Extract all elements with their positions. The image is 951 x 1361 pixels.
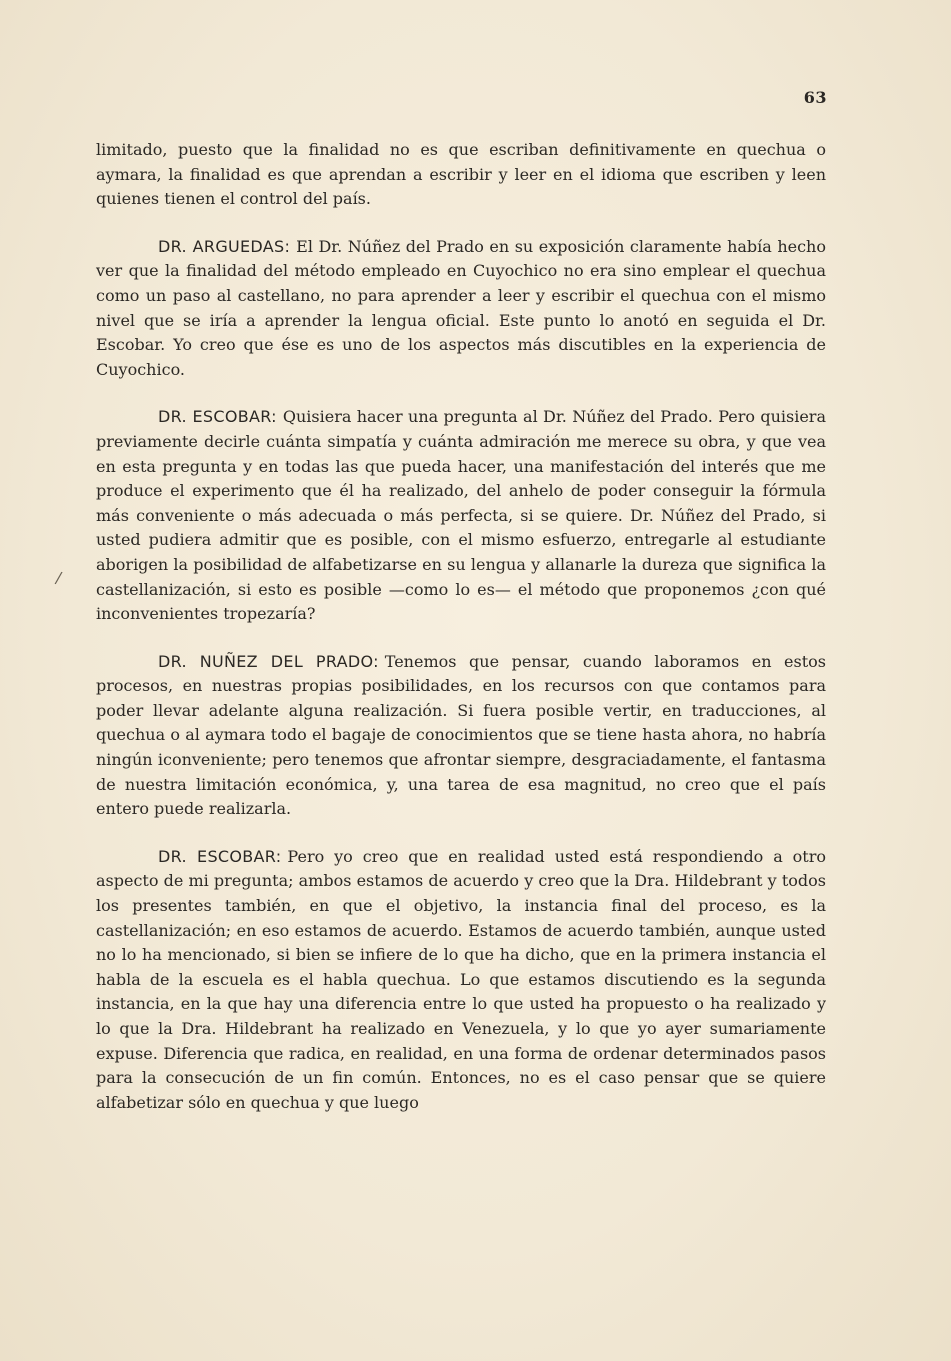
paragraph-3 [96, 405, 826, 626]
paragraph-5-text: Pero yo creo que en realidad usted está respondiendo a otro aspecto de mi pregunta; ambos estamos de acuerdo y creo que la Dra. Hildebrant y todos los presentes también, en que el objetivo, la instancia final del proceso, es la castellanización; en eso estamos de acuerdo. Estamos de acuerdo también, aunque usted no lo ha mencionado, si bien se infiere de lo que ha dicho, que en la primera instancia el habla de la escuela es el habla quechua. Lo que estamos discutiendo es la segunda instancia, en la que hay una diferencia entre lo que usted ha propuesto o ha realizado y lo que la Dra. Hildebrant ha realizado en Venezuela, y lo que yo ayer sumariamente expuse. Diferencia que radica, en realidad, en una forma de ordenar determinados pasos para la consecución de un fin común. Entonces, no es el caso pensar que se quiere alfabetizar sólo en quechua y que luego [96, 846, 826, 1112]
page-number: 63 [803, 88, 827, 107]
paragraph-2 [96, 235, 826, 383]
speaker-escobar-2: DR. ESCOBAR: [158, 846, 282, 866]
paragraph-5 [96, 845, 826, 1116]
margin-pencil-mark: / [54, 567, 64, 588]
speaker-escobar: DR. ESCOBAR: [158, 407, 277, 427]
paragraph-4 [96, 650, 826, 822]
paragraph-4-text: Tenemos que pensar, cuando laboramos en estos procesos, en nuestras propias posibilidades, en los recursos con que contamos para poder llevar adelante alguna realización. Si fuera posible vertir, en traducciones, al quechua o al aymara todo el bagaje de conocimientos que se tiene hasta ahora, no habría ningún iconveniente; pero tenemos que afrontar siempre, desgraciadamente, el fantasma de nuestra limitación económica, y, una tarea de esa magnitud, no creo que el país entero puede realizarla. [96, 651, 827, 819]
paragraph-1 [96, 138, 826, 212]
body-text [96, 138, 826, 1138]
paragraph-2-text: El Dr. Núñez del Prado en su exposición claramente había hecho ver que la finalidad del método empleado en Cuyochico no era sino emplear el quechua como un paso al castellano, no para aprender a leer y escribir el quechua con el mismo nivel que se iría a aprender la lengua oficial. Este punto lo anotó en seguida el Dr. Escobar. Yo creo que ése es uno de los aspectos más discutibles en la experiencia de Cuyochico. [96, 236, 826, 379]
paragraph-3-text: Quisiera hacer una pregunta al Dr. Núñez del Prado. Pero quisiera previamente decirle cuánta simpatía y cuánta admiración me merece su obra, y que vea en esta pregunta y en todas las que pueda hacer, una manifestación del interés que me produce el experimento que él ha realizado, del anhelo de poder conseguir la fórmula más conveniente o más adecuada o más perfecta, si se quiere. Dr. Núñez del Prado, si usted pudiera admitir que es posible, con el mismo esfuerzo, entregarle al estudiante aborigen la posibilidad de alfabetizarse en su lengua y allanarle la dureza que significa la castellanización, si esto es posible —como lo es— el método que proponemos ¿con qué inconvenientes tropezaría? [96, 407, 826, 624]
paragraph-1-text: limitado, puesto que la finalidad no es que escriban definitivamente en quechua o aymara, la finalidad es que aprendan a escribir y leer en el idioma que escriben y leen quienes tienen el control del país. [96, 140, 826, 209]
speaker-arguedas: DR. ARGUEDAS: [158, 236, 291, 256]
speaker-nunez-del-prado: DR. NUÑEZ DEL PRADO: [158, 651, 379, 671]
